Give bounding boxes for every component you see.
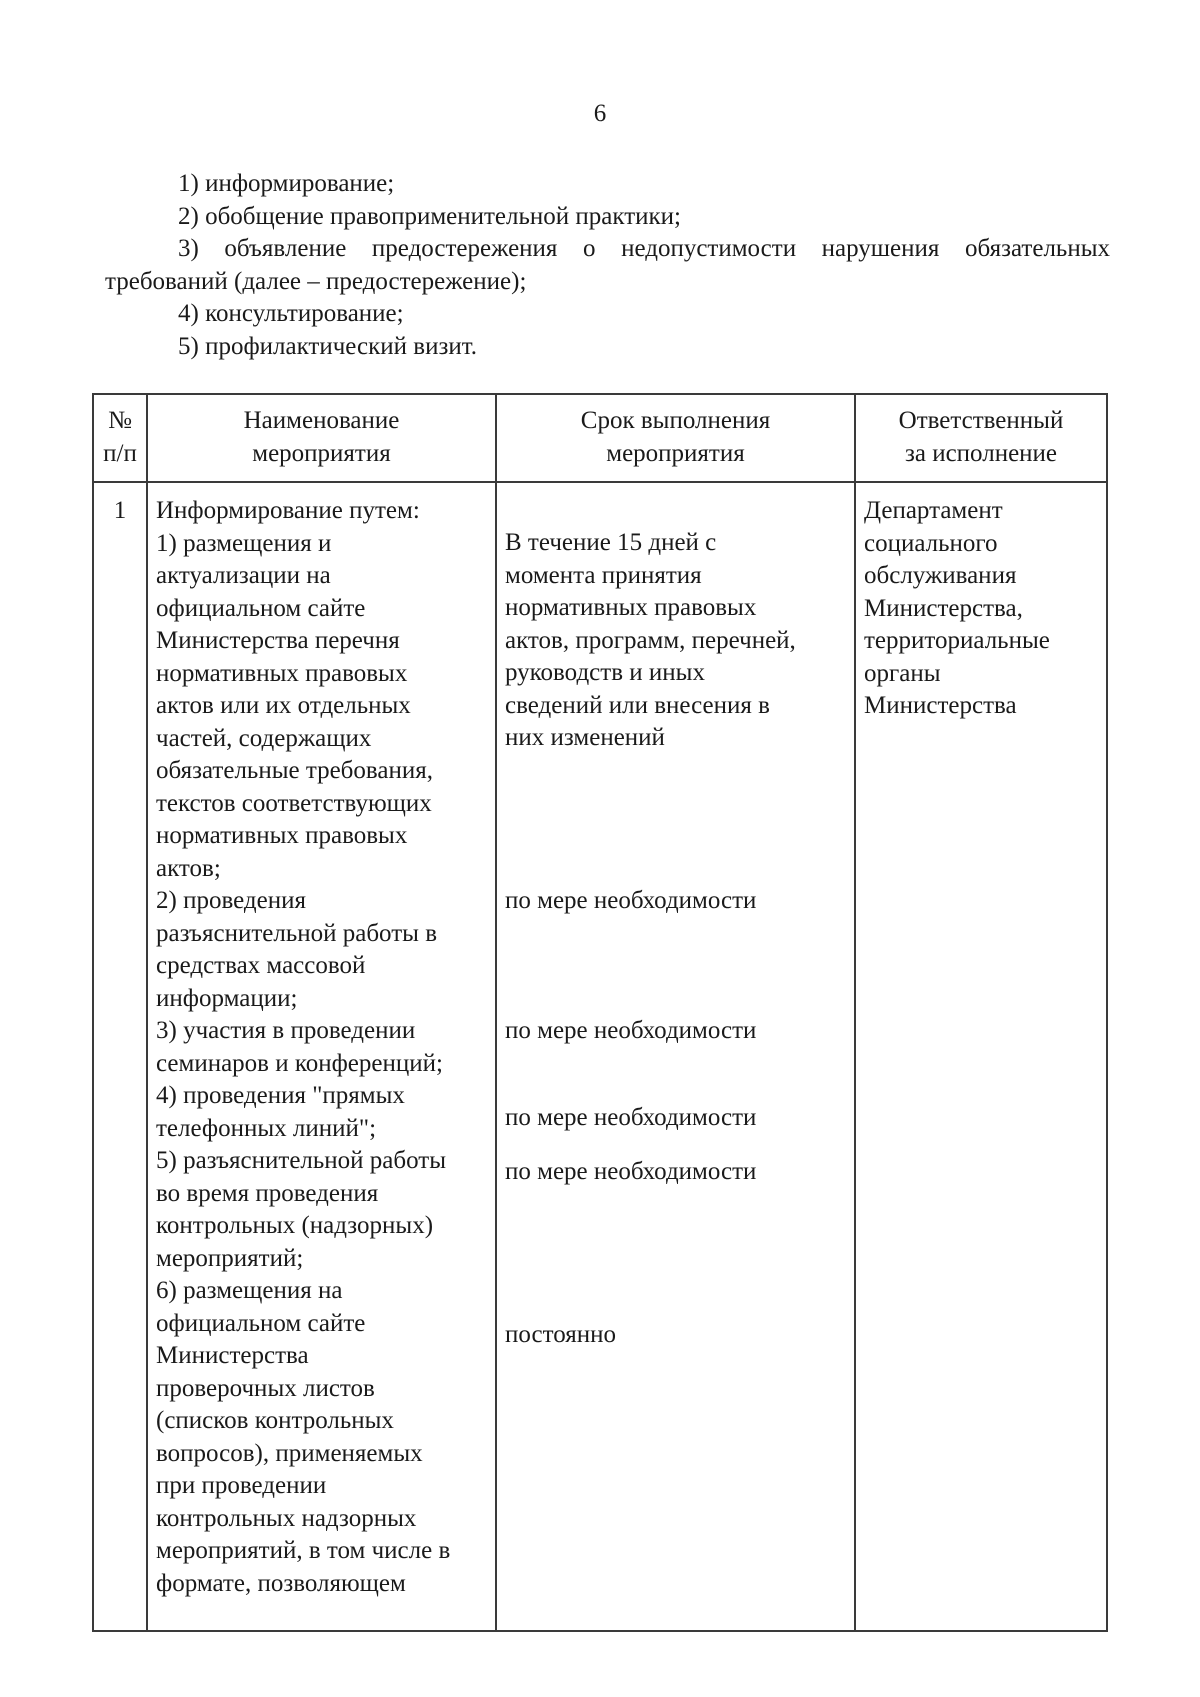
- name-line: Министерства перечня: [156, 627, 400, 654]
- deadline-stack: [505, 495, 846, 1620]
- cell-deadline: [496, 482, 855, 1631]
- deadline-4: по мере необходимости: [505, 1104, 757, 1131]
- name-line: актов или их отдельных: [156, 692, 411, 719]
- name-line: текстов соответствующих: [156, 789, 432, 817]
- cell-name: [147, 482, 496, 1631]
- table-header-row: [93, 394, 1107, 482]
- list-item-continuation: требований (далее – предостережение);: [105, 267, 527, 295]
- name-line: обязательные требования,: [156, 757, 433, 784]
- name-line: 3) участия в проведении: [156, 1017, 416, 1044]
- name-line: семинаров и конференций;: [156, 1049, 443, 1077]
- name-line: вопросов), применяемых: [156, 1439, 423, 1467]
- name-line: Информирование путем:: [156, 497, 420, 524]
- name-line: телефонных линий";: [156, 1114, 377, 1142]
- name-line: 5) разъяснительной работы: [156, 1147, 447, 1174]
- name-line: частей, содержащих: [156, 724, 372, 752]
- header-deadline: Срок выполнения мероприятия: [496, 394, 855, 482]
- name-line: нормативных правовых: [156, 659, 408, 687]
- cell-responsible: Департамент социального обслуживания Министерства, территориальные органы Министерства: [855, 482, 1107, 1631]
- name-line: мероприятий, в том числе в: [156, 1537, 451, 1564]
- name-line: 6) размещения на: [156, 1277, 343, 1304]
- list-item: 2) обобщение правоприменительной практики;: [178, 202, 681, 230]
- name-line: контрольных (надзорных): [156, 1212, 434, 1239]
- name-line: 1) размещения и: [156, 529, 332, 557]
- deadline-1: В течение 15 дней с момента принятия нормативных правовых актов, программ, перечней, руководств и иных сведений или внесения в них изменений: [505, 529, 796, 751]
- name-line: мероприятий;: [156, 1244, 304, 1272]
- name-line: информации;: [156, 984, 298, 1012]
- header-responsible: Ответственный за исполнение: [855, 394, 1107, 482]
- name-line: актуализации на: [156, 562, 331, 589]
- deadline-5: по мере необходимости: [505, 1158, 757, 1185]
- cell-no: 1: [93, 482, 147, 1631]
- name-line: (списков контрольных: [156, 1407, 394, 1434]
- name-line: средствах массовой: [156, 952, 366, 979]
- list-item: 4) консультирование;: [178, 300, 404, 327]
- name-line: официальном сайте: [156, 1309, 366, 1337]
- table-row: [93, 482, 1107, 1631]
- header-name: Наименование мероприятия: [147, 394, 496, 482]
- name-line: официальном сайте: [156, 594, 366, 622]
- name-line: контрольных надзорных: [156, 1504, 417, 1532]
- name-line: 4) проведения "прямых: [156, 1082, 405, 1109]
- name-line: актов;: [156, 854, 221, 882]
- name-line: формате, позволяющем: [156, 1569, 406, 1597]
- name-line: 2) проведения: [156, 887, 306, 914]
- deadline-2: по мере необходимости: [505, 887, 757, 914]
- name-line: во время проведения: [156, 1179, 379, 1207]
- activities-table: [92, 393, 1108, 1632]
- list-item: 5) профилактический визит.: [178, 332, 477, 360]
- page-number: 6: [593, 100, 607, 127]
- deadline-3: по мере необходимости: [505, 1017, 757, 1044]
- list-item: 1) информирование;: [178, 170, 395, 197]
- name-line: нормативных правовых: [156, 822, 408, 849]
- list-item: 3) объявление предостережения о недопустимости нарушения обязательных: [178, 235, 1110, 262]
- name-line: при проведении: [156, 1472, 327, 1499]
- header-no: № п/п: [93, 394, 147, 482]
- name-line: разъяснительной работы в: [156, 919, 437, 947]
- name-line: Министерства: [156, 1342, 309, 1369]
- name-line: проверочных листов: [156, 1374, 375, 1402]
- intro-list: [105, 168, 1110, 363]
- deadline-6: постоянно: [505, 1321, 616, 1348]
